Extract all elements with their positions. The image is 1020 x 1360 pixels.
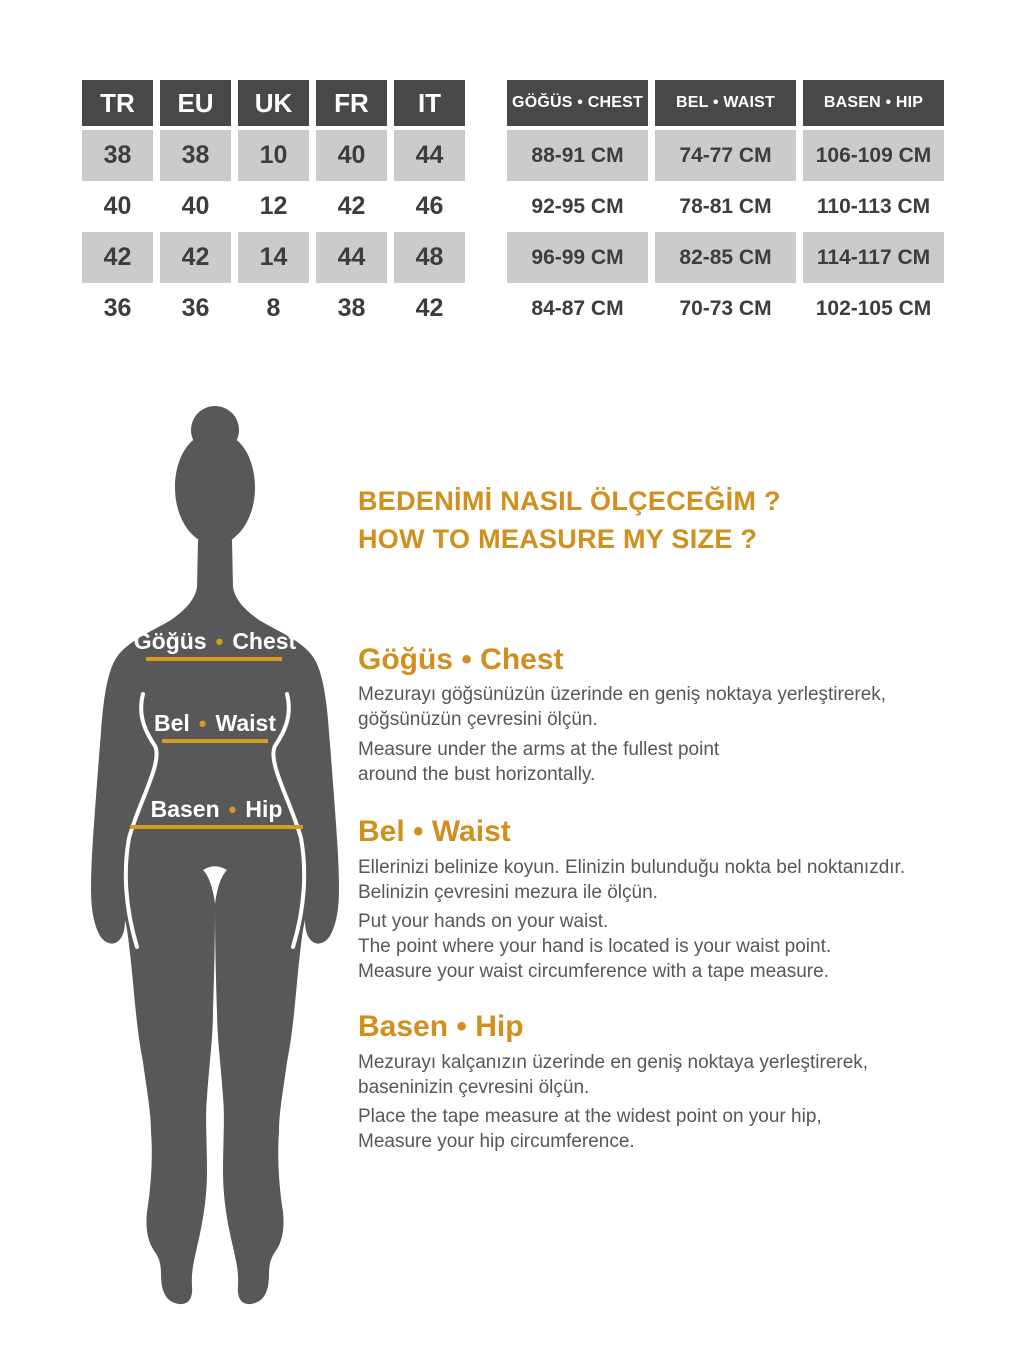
table-cell: 78-81 CM — [679, 194, 772, 218]
table-cell: 42 — [160, 232, 231, 283]
figure-label-chest-en: Chest — [232, 628, 297, 654]
text-line: Put your hands on your waist. — [358, 911, 609, 932]
waist-instructions-en — [358, 909, 831, 984]
bullet-dot-icon: • — [215, 628, 224, 654]
guide-title-tr: BEDENİMİ NASIL ÖLÇECEĞİM ? — [358, 486, 781, 516]
text-line: Mezurayı kalçanızın üzerinde en geniş noktaya yerleştirerek, — [358, 1052, 869, 1073]
table-cell: 110-113 CM — [816, 194, 931, 218]
chest-instructions-en — [358, 737, 719, 787]
table-cell: 40 — [181, 192, 210, 220]
table-cell: 38 — [160, 130, 231, 181]
bullet-dot-icon: • — [198, 710, 207, 736]
table-cell: 38 — [82, 130, 153, 181]
waist-measure-line — [162, 739, 268, 743]
text-line: Measure your hip circumference. — [358, 1131, 635, 1152]
table-cell: 36 — [103, 294, 132, 322]
text-line: baseninizin çevresini ölçün. — [358, 1077, 590, 1098]
figure-label-hip — [110, 796, 323, 823]
chest-instructions-tr — [358, 682, 886, 732]
text-line: Belinizin çevresini mezura ile ölçün. — [358, 882, 658, 903]
column-header: IT — [394, 80, 465, 130]
waist-instructions-tr — [358, 855, 905, 905]
figure-label-waist-tr: Bel — [154, 710, 190, 736]
hip-measure-line — [130, 825, 303, 829]
table-cell: 74-77 CM — [655, 130, 796, 181]
column-header: GÖĞÜS • CHEST — [507, 80, 648, 130]
table-cell: 44 — [316, 232, 387, 283]
table-cell: 42 — [82, 232, 153, 283]
column-header: FR — [316, 80, 387, 130]
chest-measure-line — [146, 657, 282, 661]
table-cell: 8 — [266, 294, 281, 322]
text-line: göğsünüzün çevresini ölçün. — [358, 709, 598, 730]
section-heading-hip: Basen • Hip — [358, 1010, 524, 1043]
table-cell: 42 — [415, 294, 444, 322]
text-line: The point where your hand is located is your waist point. — [358, 936, 832, 957]
table-cell: 106-109 CM — [803, 130, 944, 181]
body-silhouette — [85, 402, 345, 1312]
bullet-dot-icon: • — [228, 796, 237, 822]
text-line: Place the tape measure at the widest point on your hip, — [358, 1106, 822, 1127]
table-cell: 82-85 CM — [655, 232, 796, 283]
table-cell: 10 — [238, 130, 309, 181]
table-cell: 42 — [337, 192, 366, 220]
column-header: UK — [238, 80, 309, 130]
table-cell: 40 — [316, 130, 387, 181]
table-cell: 70-73 CM — [679, 296, 772, 320]
table-cell: 96-99 CM — [507, 232, 648, 283]
figure-label-hip-en: Hip — [245, 796, 283, 822]
text-line: Measure your waist circumference with a tape measure. — [358, 961, 829, 982]
text-line: Ellerinizi belinize koyun. Elinizin bulunduğu nokta bel noktanızdır. — [358, 857, 906, 878]
hip-instructions-en — [358, 1104, 822, 1154]
guide-title — [358, 482, 781, 558]
figure-label-hip-tr: Basen — [150, 796, 220, 822]
text-line: around the bust horizontally. — [358, 764, 596, 785]
table-cell: 92-95 CM — [531, 194, 624, 218]
figure-label-waist — [120, 710, 310, 737]
size-conversion-table — [82, 80, 465, 334]
figure-label-chest-tr: Göğüs — [133, 628, 207, 654]
table-cell: 46 — [415, 192, 444, 220]
hip-instructions-tr — [358, 1050, 868, 1100]
table-cell: 12 — [259, 192, 288, 220]
column-header: TR — [82, 80, 153, 130]
figure-label-chest — [110, 628, 320, 655]
female-figure-icon — [85, 402, 345, 1312]
table-cell: 48 — [394, 232, 465, 283]
table-cell: 14 — [238, 232, 309, 283]
text-line: Mezurayı göğsünüzün üzerinde en geniş noktaya yerleştirerek, — [358, 684, 887, 705]
section-heading-waist: Bel • Waist — [358, 815, 511, 848]
table-cell: 114-117 CM — [803, 232, 944, 283]
table-cell: 36 — [181, 294, 210, 322]
table-cell: 84-87 CM — [531, 296, 624, 320]
column-header: BASEN • HIP — [803, 80, 944, 130]
table-cell: 102-105 CM — [815, 296, 932, 320]
guide-title-en: HOW TO MEASURE MY SIZE ? — [358, 524, 758, 554]
table-cell: 38 — [337, 294, 366, 322]
section-heading-chest: Göğüs • Chest — [358, 643, 564, 676]
figure-label-waist-en: Waist — [215, 710, 276, 736]
table-cell: 88-91 CM — [507, 130, 648, 181]
table-cell: 44 — [394, 130, 465, 181]
text-line: Measure under the arms at the fullest point — [358, 739, 720, 760]
column-header: BEL • WAIST — [655, 80, 796, 130]
measurement-table — [507, 80, 944, 334]
column-header: EU — [160, 80, 231, 130]
table-cell: 40 — [103, 192, 132, 220]
